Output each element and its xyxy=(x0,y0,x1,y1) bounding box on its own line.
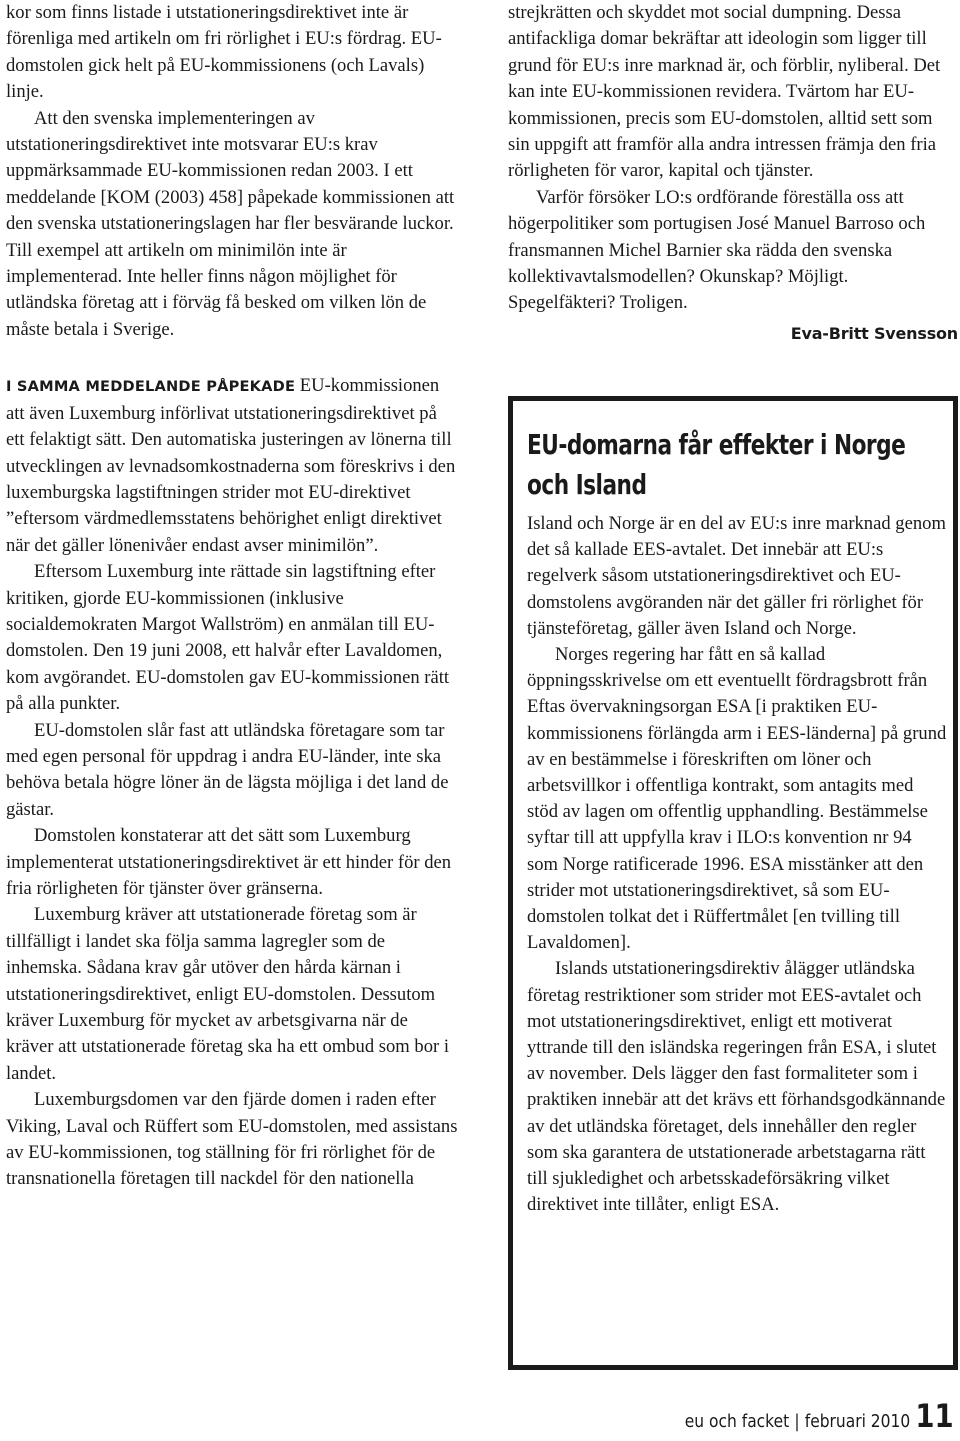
paragraph: Island och Norge är en del av EU:s inre marknad genom det så kallade EES-avtalet. Det innebär att EU:s regelverk såsom utstationeringsdirektivet och EU-domstolens avgöranden när det gäller fri rörlighet för tjänsteföretag, gäller även Island och Norge. xyxy=(527,513,946,639)
sidebar-box xyxy=(508,396,958,1370)
publication-name: eu och facket xyxy=(685,1411,790,1432)
paragraph: kor som finns listade i utstationeringsdirektivet inte är förenliga med artikeln om fri rörlighet i EU:s fördrag. EU-domstolen gick helt på EU-kommissionens (och Lavals) linje. xyxy=(6,2,442,103)
box-title: EU-domarna får effekter i Norge och Island xyxy=(527,428,906,501)
run-in-heading: I SAMMA MEDDELANDE PÅPEKADE xyxy=(6,378,296,396)
footer-separator: | xyxy=(794,1411,800,1432)
right-column xyxy=(508,0,958,347)
paragraph: Luxemburgsdomen var den fjärde domen i raden efter Viking, Laval och Rüffert som EU-domstolen, med assistans av EU-kommissionen, tog ställning för fri rörlighet för de transnationella företagen till nackdel för den nationella xyxy=(6,1089,458,1190)
page-footer xyxy=(685,1397,954,1435)
left-column xyxy=(6,0,458,1193)
paragraph: Norges regering har fått en så kallad öppningsskrivelse om ett eventuellt fördragsbrott från Eftas övervakningsorgan ESA [i praktiken EU-kommissionens förlängda arm i EES-länderna] på grund av en bestämmelse i föreskriften om löner och arbetsvillkor i offentliga kontrakt, som antagits med stöd av lagen om offentlig upphandling. Bestämmelse syftar till att uppfylla krav i ILO:s konvention nr 94 som Norge ratificerade 1996. ESA misstänker att den strider mot utstationeringsdirektivet, så som EU-domstolen tolkat det i Rüffertmålet [en tvilling till Lavaldomen]. xyxy=(527,644,947,954)
paragraph: Luxemburg kräver att utstationerade företag som är tillfälligt i landet ska följa samma lagregler som de inhemska. Sådana krav går utöver den hårda kärnan i utstationeringsdirektivet, enligt EU-domstolen. Dessutom kräver Luxemburg för mycket av arbetsgivarna när de kräver att utstationerade företag ska ha ett ombud som bor i landet. xyxy=(6,904,450,1084)
paragraph: Islands utstationeringsdirektiv ålägger utländska företag restriktioner som strider mot EES-avtalet och mot utstationeringsdirektivet, enligt ett motiverat yttrande till den isländska regeringen från ESA, i slutet av november. Dels lägger den fast formaliteter som i praktiken innebär att det krävs ett förhandsgodkännande av det utländska företaget, dels innehåller den regler som ska garantera de utstationerade arbetstagarna rätt till sjukledighet och arbetsskadeförsäkring vilket direktivet inte tillåter, enligt ESA. xyxy=(527,958,946,1216)
box-text xyxy=(527,511,947,1218)
issue-date: februari 2010 xyxy=(805,1411,911,1432)
page-number: 11 xyxy=(915,1397,954,1435)
paragraph: EU-domstolen slår fast att utländska företagare som tar med egen personal för uppdrag i andra EU-länder, inte ska behöva betala högre löner än de lägsta möjliga i det land de gästar. xyxy=(6,719,449,820)
paragraph: Att den svenska implementeringen av utstationeringsdirektivet inte motsvarar EU:s krav uppmärksammade EU-kommissionen redan 2003. I ett meddelande [KOM (2003) 458] påpekade kommissionen att den svenska utstationeringslagen har fler besvärande luckor. Till exempel att artikeln om minimilön inte är implementerad. Inte heller finns någon möjlighet för utländska företag att i förväg få besked om vilken lön de måste betala i Sverige. xyxy=(6,107,455,340)
paragraph-text: EU-kommissionen att även Luxemburg införlivat utstationeringsdirektivet på ett felaktigt sätt. Den automatiska justeringen av lönerna till utvecklingen av levnadsomkostnaderna som föreskrivs i den luxemburgska lagstiftningen strider mot EU-direktivet ”eftersom värdmedlemsstatens behörighet enligt direktivet när det gäller lönenivåer endast avser minimilön”. xyxy=(6,375,456,556)
section-paragraph xyxy=(6,373,458,559)
paragraph: Eftersom Luxemburg inte rättade sin lagstiftning efter kritiken, gjorde EU-kommissionen (inklusive socialdemokraten Margot Wallström) en anmälan till EU-domstolen. Den 19 juni 2008, ett halvår efter Lavaldomen, kom avgörandet. EU-domstolen gav EU-kommissionen rätt på alla punkter. xyxy=(6,561,450,715)
paragraph: strejkrätten och skyddet mot social dumpning. Dessa antifackliga domar bekräftar att ideologin som ligger till grund för EU:s inre marknad är, och förblir, nyliberal. Det kan inte EU-kommissionen revidera. Tvärtom har EU-kommissionen, precis som EU-domstolen, alltid sett som sin uppgift att framför alla andra intressen främja den fria rörligheten för varor, kapital och tjänster. xyxy=(508,2,941,182)
author-signature: Eva-Britt Svensson xyxy=(790,323,958,343)
paragraph: Varför försöker LO:s ordförande föreställa oss att högerpolitiker som portugisen José Manuel Barroso och fransmannen Michel Barnier ska rädda den svenska kollektivavtalsmodellen? Okunskap? Möjligt. Spegelfäkteri? Troligen. xyxy=(508,186,926,314)
paragraph: Domstolen konstaterar att det sätt som Luxemburg implementerat utstationeringsdirektivet är ett hinder för den fria rörligheten för tjänster över gränserna. xyxy=(6,825,452,899)
